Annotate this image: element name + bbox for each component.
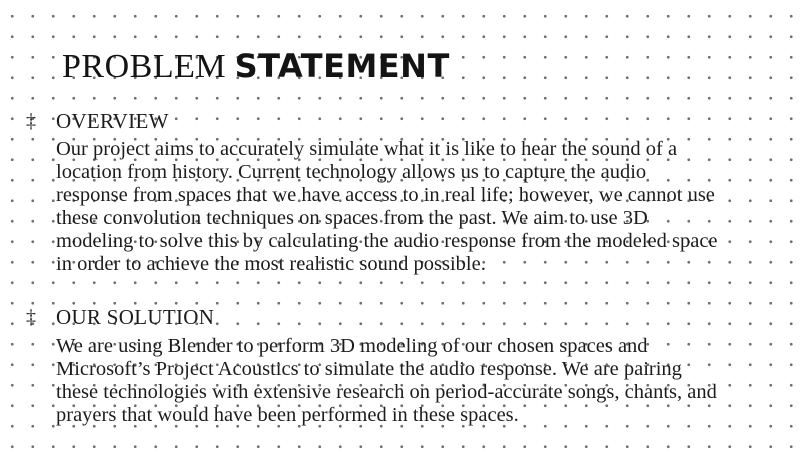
paragraph-line: Our project aims to accurately simulate what it is like to hear the sound of a [56, 138, 678, 160]
section-heading-our-solution [22, 306, 214, 328]
paragraph-line: location from history. Current technology allows us to capture the audio [56, 161, 647, 183]
paragraph-line: modeling to solve this by calculating the audio response from the modeled space [56, 230, 718, 252]
paragraph-line: We are using Blender to perform 3D modeling of our chosen spaces and [56, 335, 648, 357]
title-word-statement: STATEMENT [234, 47, 450, 85]
paragraph-line: response from spaces that we have access to in real life; however, we cannot use [56, 184, 715, 206]
title-word-problem: PROBLEM [62, 48, 227, 85]
paragraph-line: in order to achieve the most realistic sound possible. [56, 253, 486, 275]
section-label-our-solution: OUR SOLUTION [56, 305, 215, 329]
section-label-overview: OVERVIEW [56, 109, 169, 133]
paragraph-line: prayers that would have been performed in these spaces. [56, 404, 519, 426]
double-dagger-bullet-icon: ‡ [26, 306, 36, 328]
paragraph-line: Microsoft’s Project Acoustics to simulate the audio response. We are pairing [56, 358, 682, 380]
paragraph-line: these convolution techniques on spaces from the past. We aim to use 3D [56, 207, 648, 229]
solution-paragraph [56, 335, 796, 427]
double-dagger-bullet-icon: ‡ [26, 110, 36, 132]
slide-title [62, 44, 450, 89]
paragraph-line: these technologies with extensive research on period-accurate songs, chants, and [56, 381, 717, 403]
section-heading-overview [22, 110, 169, 132]
overview-paragraph [56, 138, 796, 276]
